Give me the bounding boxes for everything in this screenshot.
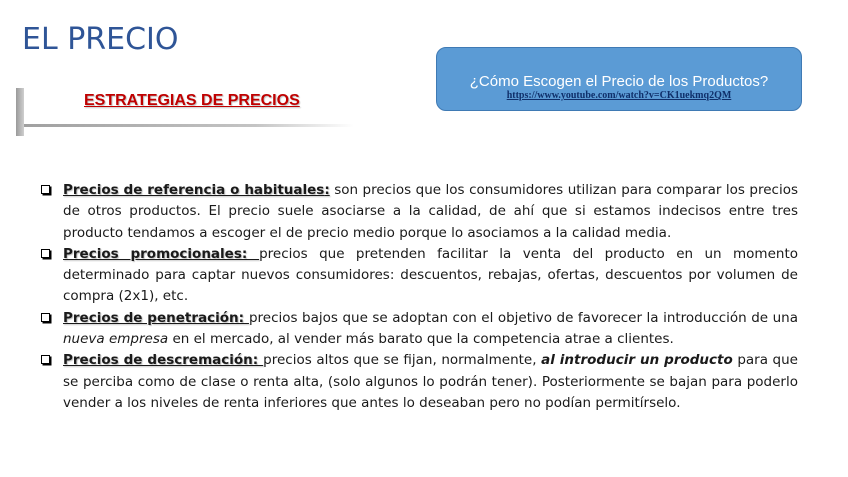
term-label: Precios de descremación: bbox=[63, 352, 264, 369]
term-label: Precios de penetración: bbox=[63, 309, 249, 326]
item-text: en el mercado, al vender más barato que la competencia atrae a clientes. bbox=[168, 331, 674, 348]
item-text: precios altos que se fijan, normalmente, bbox=[263, 352, 542, 369]
item-emphasis: al introducir un producto bbox=[541, 352, 733, 369]
video-callout-box[interactable] bbox=[436, 47, 802, 111]
pricing-strategies-list bbox=[38, 180, 798, 414]
checkbox-bullet-icon bbox=[41, 355, 50, 364]
section-heading: ESTRATEGIAS DE PRECIOS bbox=[84, 92, 300, 109]
checkbox-bullet-icon bbox=[41, 313, 50, 322]
checkbox-bullet-icon bbox=[41, 249, 50, 258]
list-item bbox=[38, 308, 798, 351]
checkbox-bullet-icon bbox=[41, 185, 50, 194]
video-question-text: ¿Cómo Escogen el Precio de los Productos? bbox=[469, 73, 769, 90]
heading-accent-bar bbox=[16, 88, 24, 136]
list-item bbox=[38, 350, 798, 414]
list-item bbox=[38, 180, 798, 244]
item-text: para que se perciba como de clase o renta alta, (solo algunos lo podrán tener). Posteriormente se bajan para poderlo vender a los niveles de renta inferiores que antes lo deseaban pero no podían permitírselo. bbox=[63, 352, 798, 411]
term-colon: : bbox=[324, 182, 330, 198]
slide-title: EL PRECIO bbox=[22, 22, 179, 57]
item-emphasis: nueva empresa bbox=[63, 331, 169, 348]
term-label: Precios de referencia o habituales bbox=[63, 182, 325, 198]
item-text: precios que pretenden facilitar la venta del producto en un momento determinado para captar nuevos consumidores: descuentos, rebajas, ofertas, descuentos por volumen de compra (2x1), etc. bbox=[63, 245, 798, 305]
term-label: Precios promocionales: bbox=[63, 245, 260, 262]
item-text: son precios que los consumidores utilizan para comparar los precios de otros productos. El precio suele asociarse a la calidad, de ahí que si estamos indecisos entre tres producto tendamos a escoger el de precio medio porque lo asociamos a la calidad media. bbox=[63, 182, 798, 241]
item-text: precios bajos que se adoptan con el objetivo de favorecer la introducción de una bbox=[248, 309, 798, 326]
video-link[interactable]: https://www.youtube.com/watch?v=CK1uekmq2QM bbox=[506, 90, 732, 101]
list-item bbox=[38, 244, 798, 308]
heading-divider-line bbox=[24, 124, 354, 127]
